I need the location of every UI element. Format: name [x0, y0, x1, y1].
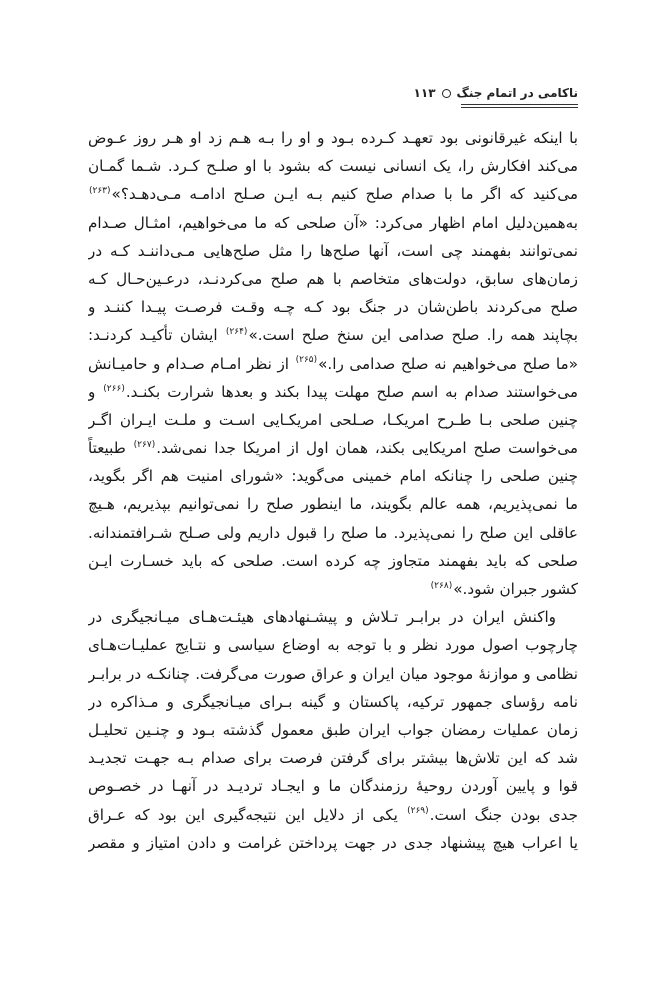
line-text: زمان‌های سابق، دولت‌های متخاصم با هم صلح می‌کردنـد، درعـین‌حـال کـه	[88, 269, 578, 288]
line-text: قوا و پایین آوردن روحیهٔ رزمندگان ما و ایجـاد تردیـد در آنهـا در خصـوص	[88, 777, 578, 796]
line-text-continuation: یکی از دلایل این نتیجه‌گیری این بود که عـراق	[88, 805, 407, 824]
line-text: زمان عملیات رمضان جواب ایران طبق معمول گذشته بـود و چنـین تحلیـل	[88, 720, 578, 739]
text-line	[88, 519, 578, 547]
line-text: واکنش ایران در برابـر تـلاش و پیشـنهادهای هیئـت‌هـای میـانجیگری در	[88, 608, 556, 627]
text-line	[88, 124, 578, 152]
line-text: کشور جبران شود.»	[453, 580, 578, 598]
line-text: بچاپند همه را. صلح صدامی این سنخ صلح است.»	[248, 326, 578, 345]
line-text: چنین صلحی بـا طـرح امریکـا، صـلحی امریکـایی اسـت و ملـت ایـران اگـر	[88, 410, 578, 429]
text-line	[88, 434, 578, 462]
body-text	[88, 124, 578, 857]
line-text: می‌خواستند صدام به اسم صلح مهلت پیدا بکند و بعدها شرارت بکنـد.	[125, 382, 578, 401]
line-text: ما نمی‌پذیریم، همه عالم بگویند، ما اینطور صلح را نمی‌توانیم بپذیریم، هـیچ	[88, 495, 578, 514]
line-text: می‌کنید که اگر ما با صدام صلح کنیم بـه ایـن صـلح ادامـه مـی‌دهـد؟»	[111, 185, 578, 204]
text-line	[88, 688, 578, 716]
running-header	[88, 82, 578, 104]
footnote-marker: (۲۶۳)	[89, 186, 111, 197]
footnote-marker: (۲۶۴)	[225, 327, 248, 338]
text-line	[88, 350, 578, 378]
text-line	[88, 209, 578, 237]
line-text: می‌کند افکارش را، یک انسانی نیست که بشود با او صلـح کـرد. شـما گمـان	[88, 157, 578, 176]
text-line	[88, 631, 578, 659]
header-rule-double	[461, 107, 578, 108]
text-line	[88, 744, 578, 772]
line-text: شد که این تلاش‌ها بیشتر برای گرفتن فرصت برای صدام بـه جهـت تجدیـد	[88, 749, 578, 768]
text-line	[88, 152, 578, 180]
line-text: نظامی و موازنهٔ موجود میان ایران و عراق صورت می‌گرفت. چنانکـه در برابـر	[88, 664, 578, 683]
text-line	[88, 801, 578, 829]
text-line	[88, 603, 578, 631]
line-text-continuation: از نظر امـام صـدام و حامیـانش	[88, 354, 295, 373]
circle-separator-icon	[442, 89, 451, 98]
line-text: با اینکه غیرقانونی بود تعهـد کـرده بـود و او را بـه هـم زد او هـر روز عـوض	[88, 129, 578, 147]
text-line	[88, 772, 578, 800]
line-text: صلحی که باید بفهمند متجاوز چه کرده است. صلحی که باید خسـارت ایـن	[88, 551, 578, 570]
text-line	[88, 829, 578, 857]
header-rule	[461, 104, 578, 105]
footnote-marker: (۲۶۵)	[295, 355, 318, 366]
footnote-marker: (۲۶۸)	[430, 580, 453, 591]
line-text-continuation: طبیعتاً	[88, 439, 133, 458]
text-line	[88, 547, 578, 575]
page-number: ۱۱۳	[413, 86, 436, 100]
text-line	[88, 716, 578, 744]
line-text: می‌خواست صلح امریکایی بکند، همان اول از امریکا جدا نمی‌شد.	[156, 439, 578, 458]
line-text-continuation: و	[88, 382, 103, 401]
text-line	[88, 490, 578, 518]
footnote-marker: (۲۶۹)	[407, 806, 429, 817]
line-text: جدی بودن جنگ است.	[429, 805, 578, 824]
footnote-marker: (۲۶۷)	[133, 440, 156, 450]
line-text: چارچوب اصول مورد نظر و با توجه به اوضاع سیاسی و نتـایج عملیـات‌هـای	[88, 636, 578, 655]
text-line	[88, 237, 578, 265]
line-text: نامه رؤسای جمهور ترکیه، پاکستان و گینه بـرای میـانجیگری و مـذاکره در	[88, 692, 578, 711]
line-text: عاقلی این صلح را نمی‌پذیرد. ما صلح را قبول داریم ولی صـلح شـرافتمندانه.	[88, 523, 578, 542]
text-line	[88, 293, 578, 321]
text-line	[88, 180, 578, 208]
text-line	[88, 575, 578, 603]
line-text: صلح می‌کردند باطن‌شان در جنگ بود کـه چـه وقـت فرصـت پیـدا کننـد و	[88, 298, 578, 317]
footnote-marker: (۲۶۶)	[103, 383, 125, 394]
line-text: چنین صلحی را چنانکه امام خمینی می‌گوید: «شورای امنیت هم اگر بگوید،	[88, 467, 578, 486]
line-text: «ما صلح می‌خواهیم نه صلح صدامی را.»	[318, 354, 578, 373]
chapter-title: ناکامی در اتمام جنگ	[456, 86, 578, 100]
line-text: نمی‌توانند بفهمند چی است، آنها صلح‌ها را مثل صلح‌هایی مـی‌داننـد کـه در	[88, 241, 578, 260]
text-line	[88, 321, 578, 349]
text-line	[88, 265, 578, 293]
line-text-continuation: ایشان تأکیـد کردنـد:	[88, 326, 225, 345]
text-line	[88, 406, 578, 434]
text-line	[88, 378, 578, 406]
text-line	[88, 660, 578, 688]
text-line	[88, 462, 578, 490]
line-text: به‌همین‌دلیل امام اظهار می‌کرد: «آن صلحی که ما می‌خواهیم، امثـال صـدام	[88, 213, 578, 232]
line-text: یا اعراب هیچ پیشنهاد جدی در جهت پرداختن غرامت و دادن امتیاز و مقصر	[88, 833, 578, 852]
